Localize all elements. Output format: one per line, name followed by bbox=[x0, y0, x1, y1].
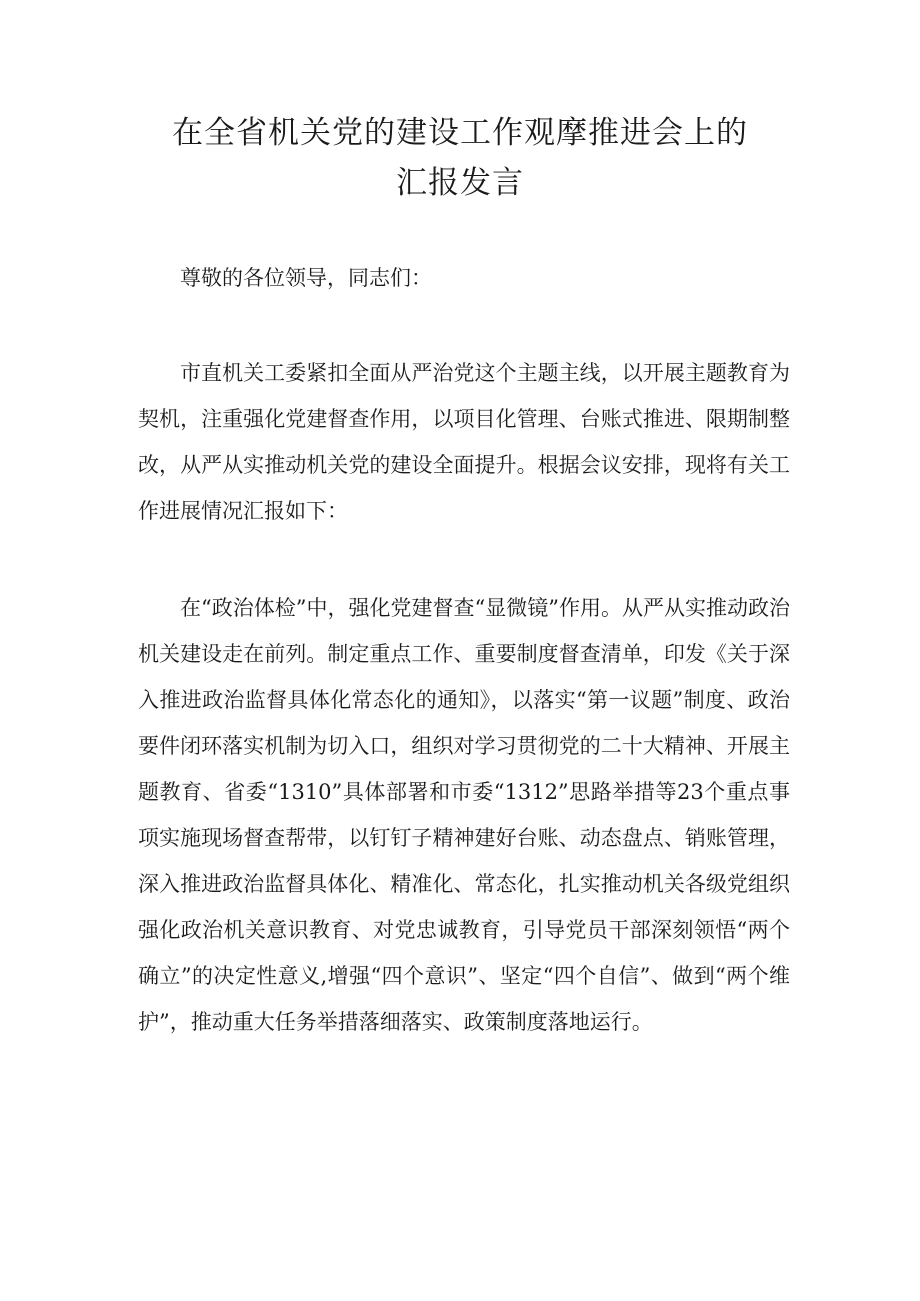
paragraph-political-checkup: 在“政治体检”中，强化党建督查“显微镜”作用。从严从实推动政治机关建设走在前列。制定重点工作、重要制度督查清单，印发《关于深入推进政治监督具体化常态化的通知》，以落实“第一议题”制度、政治要件闭环落实机制为切入口，组织对学习贯彻党的二十大精神、开展主题教育、省委“1310”具体部署和市委“1312”思路举措等23个重点事项实施现场督查帮带，以钉钉子精神建好台账、动态盘点、销账管理，深入推进政治监督具体化、精准化、常态化，扎实推动机关各级党组织强化政治机关意识教育、对党忠诚教育，引导党员干部深刻领悟“两个确立”的决定性意义,增强“四个意识”、坚定“四个自信”、做到“两个维护”，推动重大任务举措落细落实、政策制度落地运行。 bbox=[138, 596, 790, 1034]
document-title-line-1: 在全省机关党的建设工作观摩推进会上的 bbox=[172, 115, 748, 151]
paragraph-intro: 市直机关工委紧扣全面从严治党这个主题主线，以开展主题教育为契机，注重强化党建督查作用，以项目化管理、台账式推进、限期制整改，从严从实推动机关党的建设全面提升。根据会议安排，现将有关工作进展情况汇报如下： bbox=[138, 361, 790, 523]
salutation: 尊敬的各位领导，同志们： bbox=[180, 266, 432, 290]
document-title-line-2: 汇报发言 bbox=[396, 165, 524, 201]
